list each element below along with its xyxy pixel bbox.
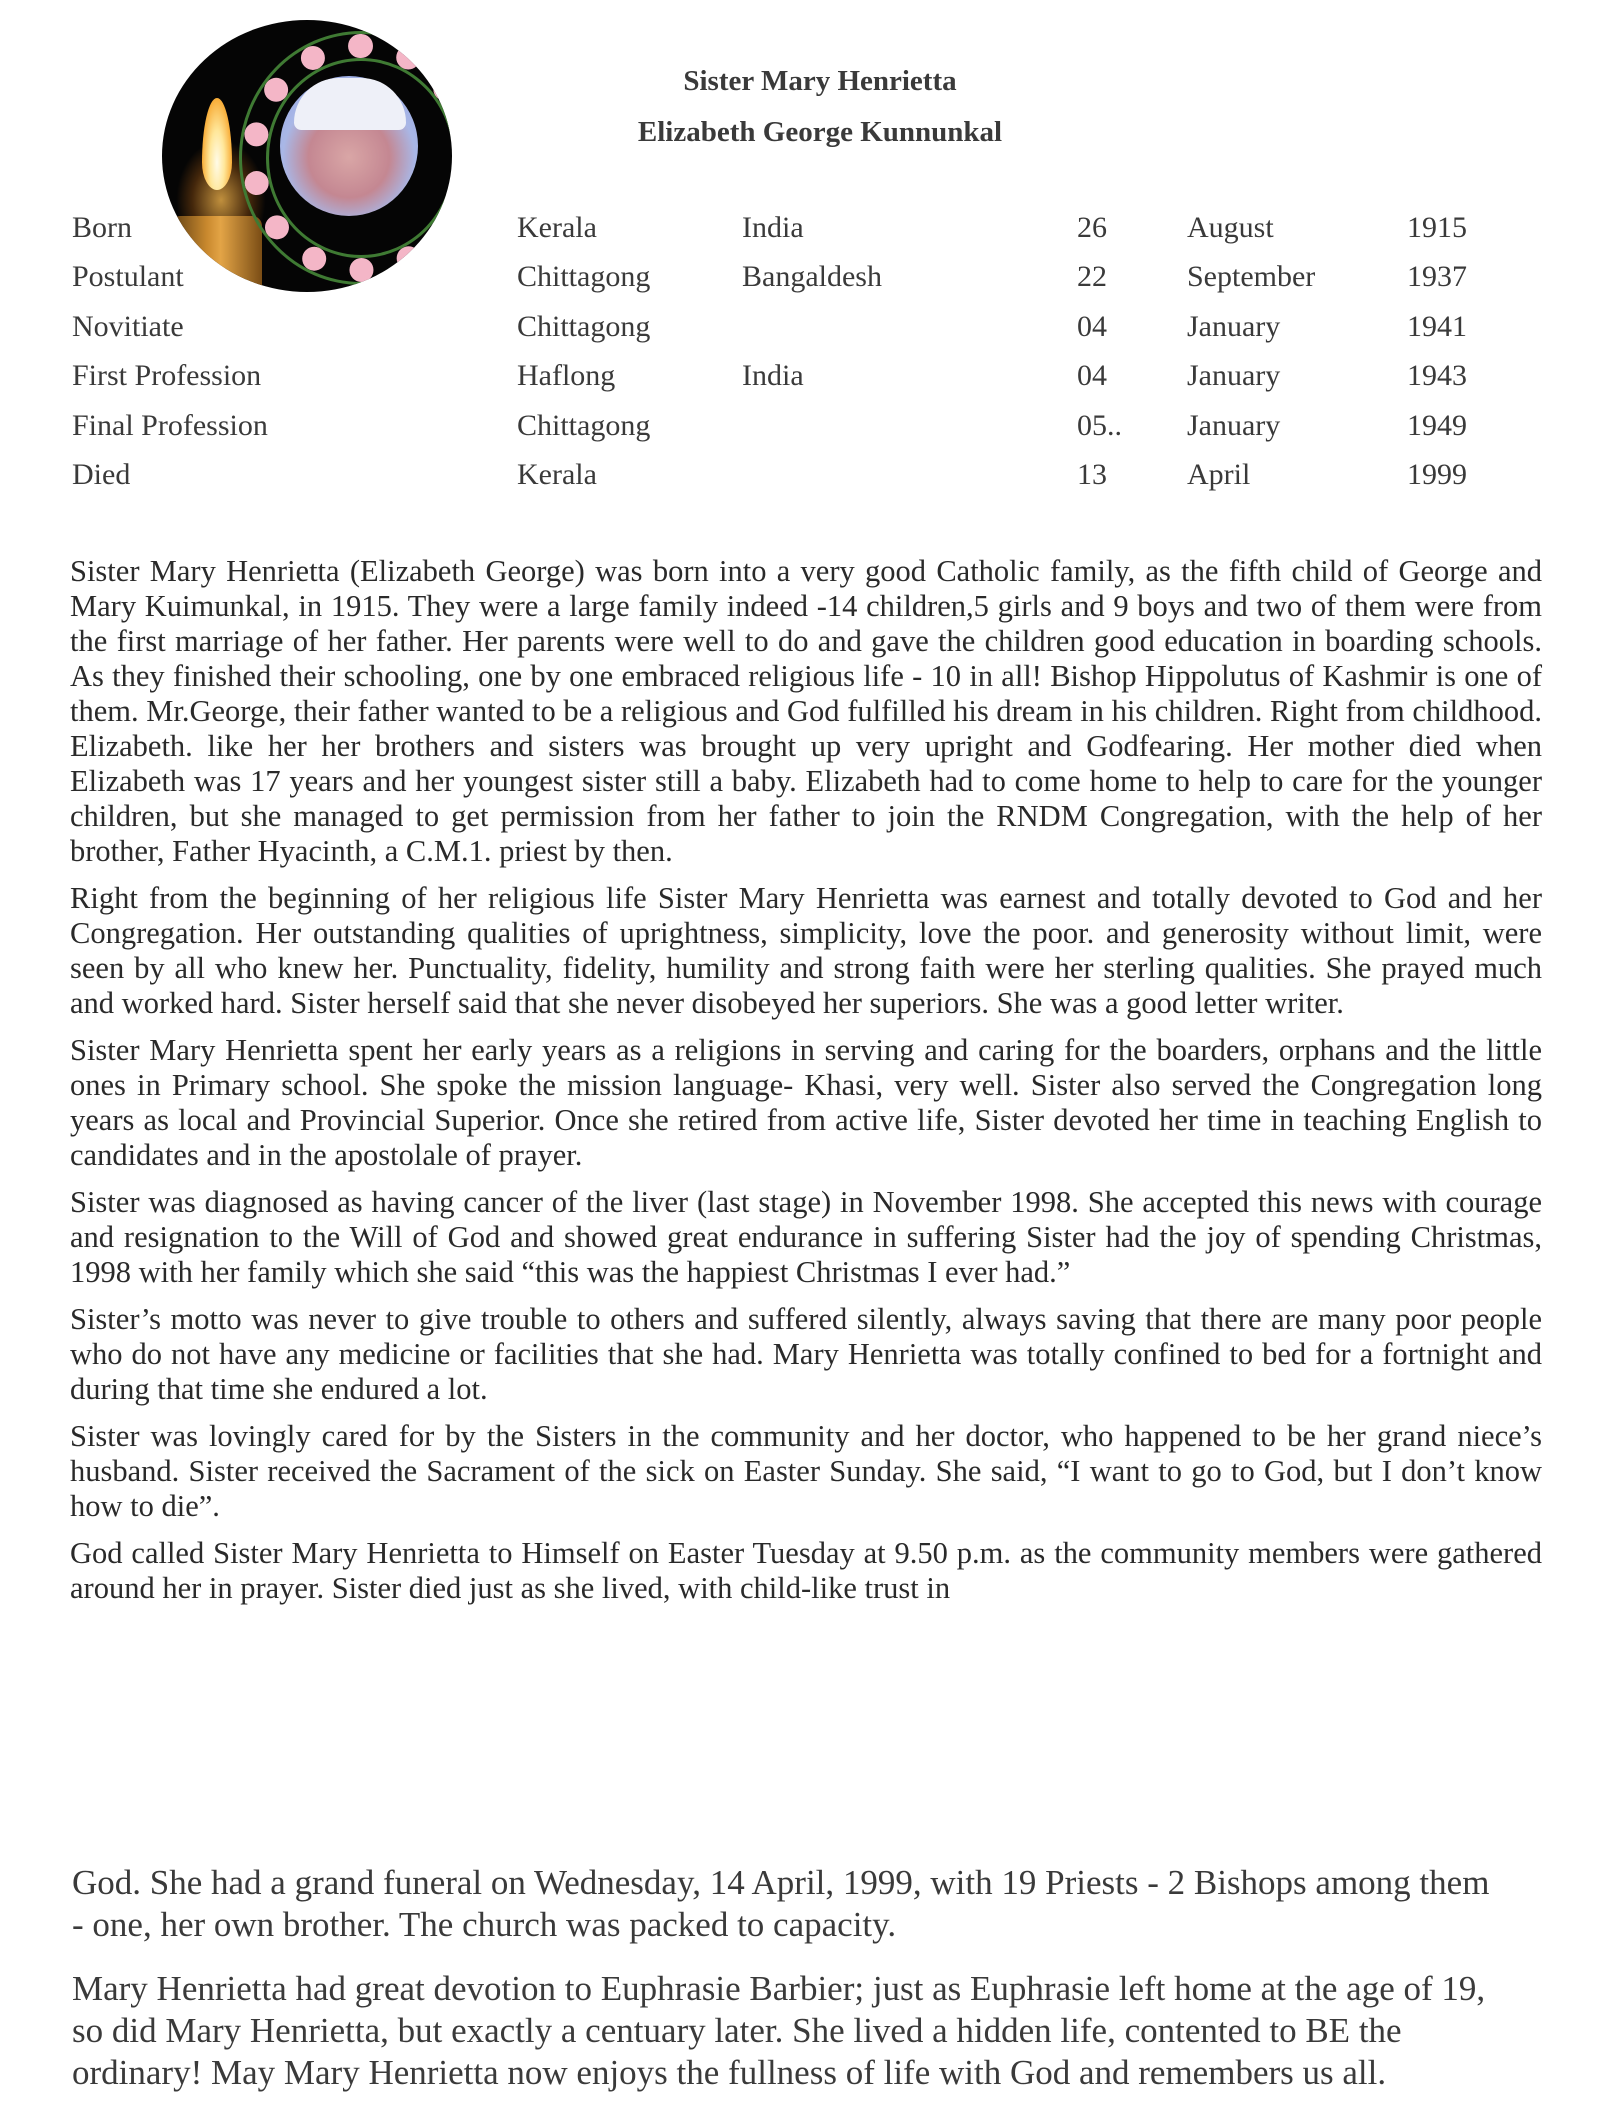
table-row bbox=[72, 302, 1487, 352]
event-month: April bbox=[1187, 458, 1251, 492]
event-country bbox=[742, 401, 1077, 451]
event-place: Chittagong bbox=[517, 260, 651, 294]
event-label: Postulant bbox=[72, 260, 184, 294]
event-place: Haflong bbox=[517, 359, 616, 393]
event-day: 04 bbox=[1077, 309, 1107, 343]
candle-flame-icon bbox=[202, 98, 232, 190]
biography-paragraph: Sister Mary Henrietta (Elizabeth George) was born into a very good Catholic family, as the fifth child of George and Mary Kuimunkal, in 1915. They were a large family indeed -14 children,5 girls and 9 boys and two of them were from the first marriage of her father. Her parents were well to do and gave the children good education in boarding schools. As they finished their schooling, one by one embraced religious life - 10 in all! Bishop Hippolutus of Kashmir is one of them. Mr.George, their father wanted to be a religious and God fulfilled his dream in his children. Right from childhood. Elizabeth. like her her brothers and sisters was brought up very upright and Godfearing. Her mother died when Elizabeth was 17 years and her youngest sister still a baby. Elizabeth had to come home to help to care for the younger children, but she managed to get permission from her father to join the RNDM Congregation, with the help of her brother, Father Hyacinth, a C.M.1. priest by then. bbox=[70, 554, 1542, 868]
event-year: 1949 bbox=[1407, 408, 1467, 442]
event-label: Born bbox=[72, 210, 132, 244]
event-month: January bbox=[1187, 408, 1281, 442]
table-row bbox=[72, 451, 1487, 501]
event-country: India bbox=[742, 359, 804, 393]
biography-paragraph: Sister Mary Henrietta spent her early years as a religions in serving and caring for the boarders, orphans and the little ones in Primary school. She spoke the mission language- Khasi, very well. Sister also served the Congregation long years as local and Provincial Superior. Once she retired from active life, Sister devoted her time in teaching English to candidates and in the apostolale of prayer. bbox=[70, 1033, 1542, 1172]
event-year: 1943 bbox=[1407, 359, 1467, 393]
event-country bbox=[742, 451, 1077, 501]
page-header bbox=[520, 56, 1120, 158]
event-label: First Profession bbox=[72, 359, 262, 393]
dates-table bbox=[72, 203, 1487, 500]
event-label: Died bbox=[72, 458, 131, 492]
closing-text bbox=[72, 1862, 1502, 2116]
biography-paragraph: Right from the beginning of her religious life Sister Mary Henrietta was earnest and totally devoted to God and her Congregation. Her outstanding qualities of uprightness, simplicity, love the poor. and generosity without limit, were seen by all who knew her. Punctuality, fidelity, humility and strong faith were her sterling qualities. She prayed much and worked hard. Sister herself said that she never disobeyed her superiors. She was a good letter writer. bbox=[70, 881, 1542, 1020]
event-day: 05.. bbox=[1077, 408, 1122, 442]
birth-name: Elizabeth George Kunnunkal bbox=[637, 116, 1003, 148]
event-day: 13 bbox=[1077, 458, 1107, 492]
event-country: Bangaldesh bbox=[742, 260, 882, 294]
event-place: Kerala bbox=[517, 210, 597, 244]
event-month: September bbox=[1187, 260, 1316, 294]
event-place: Kerala bbox=[517, 458, 597, 492]
sister-name: Sister Mary Henrietta bbox=[683, 65, 957, 97]
event-year: 1937 bbox=[1407, 260, 1467, 294]
table-row bbox=[72, 253, 1487, 303]
table-row bbox=[72, 352, 1487, 402]
biography-paragraph: God called Sister Mary Henrietta to Himself on Easter Tuesday at 9.50 p.m. as the community members were gathered around her in prayer. Sister died just as she lived, with child-like trust in bbox=[70, 1536, 1542, 1605]
event-country bbox=[742, 302, 1077, 352]
biography-paragraph: Sister was lovingly cared for by the Sisters in the community and her doctor, who happened to be her grand niece’s husband. Sister received the Sacrament of the sick on Easter Sunday. She said, “I want to go to God, but I don’t know how to die”. bbox=[70, 1419, 1542, 1523]
table-row bbox=[72, 401, 1487, 451]
event-month: January bbox=[1187, 359, 1281, 393]
event-place: Chittagong bbox=[517, 309, 651, 343]
closing-paragraph: Mary Henrietta had great devotion to Euphrasie Barbier; just as Euphrasie left home at the age of 19, so did Mary Henrietta, but exactly a centuary later. She lived a hidden life, contented to BE the ordinary! May Mary Henrietta now enjoys the fullness of life with God and remembers us all. bbox=[72, 1969, 1486, 2092]
event-day: 22 bbox=[1077, 260, 1107, 294]
event-year: 1999 bbox=[1407, 458, 1467, 492]
event-day: 26 bbox=[1077, 210, 1107, 244]
event-label: Novitiate bbox=[72, 309, 184, 343]
event-year: 1915 bbox=[1407, 210, 1467, 244]
event-day: 04 bbox=[1077, 359, 1107, 393]
event-place: Chittagong bbox=[517, 408, 651, 442]
biography-text bbox=[70, 554, 1542, 1618]
closing-paragraph: God. She had a grand funeral on Wednesday, 14 April, 1999, with 19 Priests - 2 Bishops among them - one, her own brother. The church was packed to capacity. bbox=[72, 1863, 1490, 1944]
table-row bbox=[72, 203, 1487, 253]
event-year: 1941 bbox=[1407, 309, 1467, 343]
biography-paragraph: Sister’s motto was never to give trouble to others and suffered silently, always saving that there are many poor people who do not have any medicine or facilities that she had. Mary Henrietta was totally confined to bed for a fortnight and during that time she endured a lot. bbox=[70, 1302, 1542, 1406]
biography-paragraph: Sister was diagnosed as having cancer of the liver (last stage) in November 1998. She accepted this news with courage and resignation to the Will of God and showed great endurance in suffering Sister had the joy of spending Christmas, 1998 with her family which she said “this was the happiest Christmas I ever had.” bbox=[70, 1185, 1542, 1289]
event-month: January bbox=[1187, 309, 1281, 343]
event-label: Final Profession bbox=[72, 408, 268, 442]
event-month: August bbox=[1187, 210, 1274, 244]
event-country: India bbox=[742, 210, 804, 244]
